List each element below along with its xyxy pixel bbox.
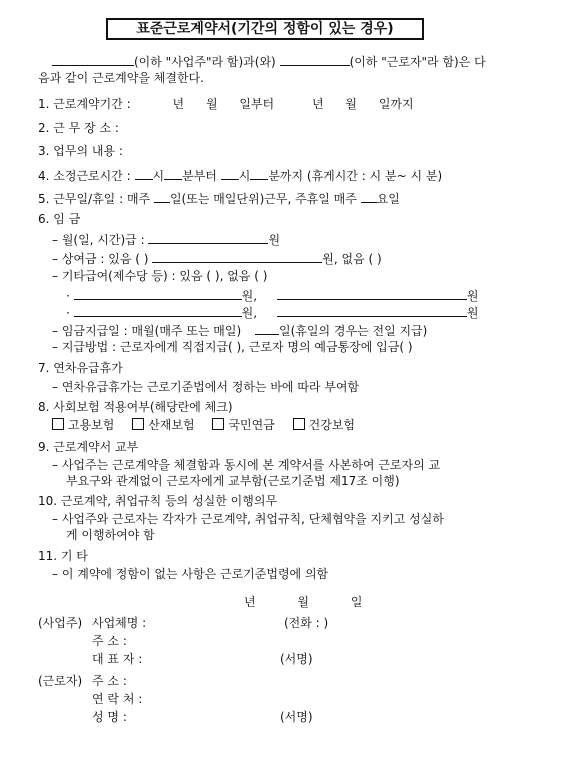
start-min-blank[interactable] [164,167,182,180]
checkbox-employment[interactable]: 고용보험 [52,418,114,432]
employer-address-label: 주 소 : [92,634,127,648]
intro-line-1 [52,53,486,70]
worker-sign[interactable]: (서명) [280,710,313,724]
rest: 분까지 (휴게시간 : 시 분~ 시 분) [268,169,443,183]
dot: · [66,289,70,303]
day: 일 [350,595,363,609]
item-workdays [38,190,400,207]
rest: 일(휴일의 경우는 전일 지급) [279,324,428,338]
day-from: 일부터 [239,97,275,111]
year2: 년 [311,97,324,111]
item-working-hours [38,167,442,184]
other-blank-1[interactable] [74,287,242,300]
won1: 원, [241,306,258,320]
item-obligations: 10. 근로계약, 취업규칙 등의 성실한 이행의무 [38,494,278,508]
year: 년 [244,595,256,609]
other-blank-3[interactable] [74,304,242,317]
worker-name-label: 성 명 : [92,710,127,724]
item-contract-delivery: 9. 근로계약서 교부 [38,440,139,454]
item-contract-period [38,97,414,112]
wage-other-line-2 [66,304,479,321]
obligations-line-2: 게 이행하여야 함 [66,528,155,542]
label: – 월(일, 시간)급 : [52,233,145,247]
mid: 일(또는 매일단위)근무, 주휴일 매주 [169,192,357,206]
document-title: 표준근로계약서(기간의 정함이 있는 경우) [106,18,424,40]
checkbox-accident[interactable]: 산재보험 [132,418,194,432]
intro-text-b: (이하 "근로자"라 함)은 다 [349,55,486,69]
item-social-insurance: 8. 사회보험 적용여부(해당란에 체크) [38,400,233,414]
wage-bonus [52,250,382,267]
wage-other-line-1 [66,287,479,304]
won: 원 [268,233,281,247]
start-hour-blank[interactable] [135,167,153,180]
intro-text-a: (이하 "사업주"라 함)과(와) [134,55,276,69]
wage-blank[interactable] [148,231,268,244]
year: 년 [172,97,185,111]
other-blank-4[interactable] [277,304,467,317]
delivery-line-1: – 사업주는 근로계약을 체결함과 동시에 본 계약서를 사본하여 근로자의 교 [52,458,441,472]
label: 1. 근로계약기간 : [38,97,131,111]
wage-other: – 기타급여(제수당 등) : 있음 ( ), 없음 ( ) [52,269,268,283]
dot: · [66,306,70,320]
annual-leave-text: – 연차유급휴가는 근로기준법에서 정하는 바에 따라 부여함 [52,380,360,394]
other-blank-2[interactable] [277,287,467,300]
end-hour-blank[interactable] [221,167,239,180]
employer-blank[interactable] [52,53,134,66]
checkbox-pension[interactable]: 국민연금 [212,418,274,432]
hour2: 시 [238,169,251,183]
month2: 월 [345,97,357,111]
item-workplace: 2. 근 무 장 소 : [38,121,119,135]
item-wage: 6. 임 금 [38,212,81,226]
month: 월 [205,97,218,111]
item-annual-leave: 7. 연차유급휴가 [38,361,123,375]
intro-line-2: 음과 같이 근로계약을 체결한다. [38,71,204,85]
label: 4. 소정근로시간 : [38,169,131,183]
payday-blank[interactable] [255,322,279,335]
label: – 임금지급일 : 매월(매주 또는 매일) [52,324,242,338]
employer-tag: (사업주) [38,616,83,630]
contract-date [244,595,362,610]
day-to: 일까지 [378,97,414,111]
other-text: – 이 계약에 정함이 없는 사항은 근로기준법령에 의함 [52,567,329,581]
won2: 원 [466,289,479,303]
item-other: 11. 기 타 [38,549,88,563]
insurance-options [52,418,355,433]
obligations-line-1: – 사업주와 근로자는 각자가 근로계약, 취업규칙, 단체협약을 지키고 성실하 [52,512,444,526]
end: 요일 [376,192,400,206]
wage-payment-method: – 지급방법 : 근로자에게 직접지급( ), 근로자 명의 예금통장에 입금( ) [52,340,413,354]
worker-address-label: 주 소 : [92,674,127,688]
employer-name-label: 사업체명 : [92,616,147,630]
worker-contact-label: 연 락 처 : [92,692,143,706]
employer-phone: (전화 : ) [284,616,329,630]
item-job-description: 3. 업무의 내용 : [38,144,123,158]
wage-monthly [52,231,280,248]
bonus-blank[interactable] [152,250,322,263]
wage-payday [52,322,427,339]
from: 분부터 [182,169,217,183]
days-blank[interactable] [154,190,170,203]
checkbox-health[interactable]: 건강보험 [293,418,355,432]
month: 월 [297,595,310,609]
holiday-blank[interactable] [361,190,377,203]
employer-rep-label: 대 표 자 : [92,652,143,666]
hour: 시 [152,169,165,183]
employer-sign[interactable]: (서명) [280,652,313,666]
worker-blank[interactable] [280,53,350,66]
label: – 상여금 : 있음 ( ) [52,252,149,266]
won1: 원, [241,289,258,303]
won2: 원 [466,306,479,320]
delivery-line-2: 부요구와 관계없이 근로자에게 교부함(근로기준법 제17조 이행) [66,474,400,488]
worker-tag: (근로자) [38,674,83,688]
label: 5. 근무일/휴일 : 매주 [38,192,151,206]
end-min-blank[interactable] [250,167,268,180]
rest: 원, 없음 ( ) [322,252,382,266]
